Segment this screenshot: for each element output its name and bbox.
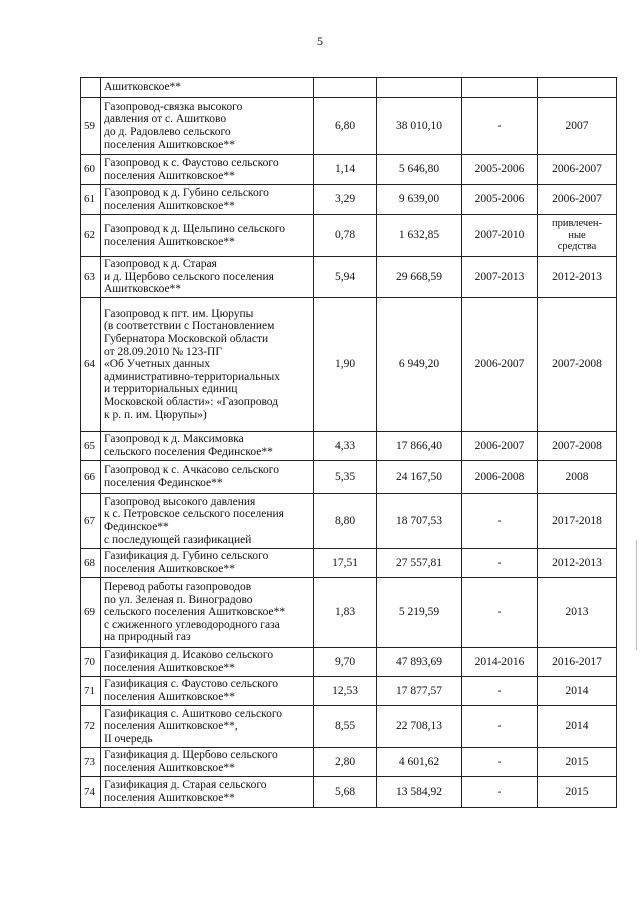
object-name-line: поселения Ашитковское** <box>104 762 235 774</box>
length-cell: 9,70 <box>314 648 377 677</box>
object-name-line: поселения Ашитковское** <box>104 138 235 151</box>
construction-period-cell: 2008 <box>538 461 617 494</box>
cost-cell: 29 668,59 <box>377 257 462 298</box>
object-name-line: Ашитковское** <box>104 283 182 296</box>
object-name-line: Газификация с. Ашитково сельского <box>104 707 283 720</box>
object-name-line: и д. Щербово сельского поселения <box>104 270 274 283</box>
design-period-cell: 2005-2006 <box>462 155 538 185</box>
design-period-cell: - <box>462 494 538 549</box>
table-row <box>81 578 617 648</box>
object-name-line: Газопровод к д. Щельпино сельского <box>104 222 286 235</box>
cost-cell: 38 010,10 <box>377 98 462 155</box>
row-number-cell <box>81 78 101 98</box>
length-cell: 17,51 <box>314 549 377 578</box>
construction-period-cell: 2007 <box>538 98 617 155</box>
design-period-cell: - <box>462 706 538 748</box>
object-name-line: Газопровод к д. Максимовка <box>104 433 244 446</box>
length-cell: 6,80 <box>314 98 377 155</box>
row-number-cell: 59 <box>81 98 101 155</box>
row-number-cell: 68 <box>81 549 101 578</box>
construction-period-cell: 2012-2013 <box>538 257 617 298</box>
object-name-line: поселения Ашитковское** <box>104 199 235 212</box>
cost-cell: 47 893,69 <box>377 648 462 677</box>
table-row <box>81 748 617 777</box>
object-name-line: поселения Ашитковское**, <box>104 720 238 733</box>
object-name-line: и территориальных единиц <box>104 383 238 396</box>
object-name-line: Перевод работы газопроводов <box>104 581 252 594</box>
table-row <box>81 777 617 808</box>
length-cell: 12,53 <box>314 677 377 706</box>
construction-period-cell: 2016-2017 <box>538 648 617 677</box>
object-name-cell <box>101 78 314 98</box>
object-name-line: Ашитковское** <box>104 81 182 94</box>
object-name-cell <box>101 578 314 648</box>
object-name-line: поселения Ашитковское** <box>104 235 235 248</box>
construction-period-cell: 2006-2007 <box>538 185 617 215</box>
table-row <box>81 78 617 98</box>
length-cell: 1,83 <box>314 578 377 648</box>
length-cell: 5,35 <box>314 461 377 494</box>
object-name-cell <box>101 257 314 298</box>
construction-period-line: средства <box>557 241 597 253</box>
cost-cell: 4 601,62 <box>377 748 462 777</box>
object-name-line: (в соответствии с Постановлением <box>104 320 275 333</box>
design-period-cell <box>462 78 538 98</box>
row-number-cell: 65 <box>81 432 101 461</box>
construction-period-cell <box>538 215 617 257</box>
object-name-line: сельского поселения Ашитковское** <box>104 606 286 619</box>
table-row <box>81 257 617 298</box>
table-row <box>81 98 617 155</box>
construction-period-cell: 2014 <box>538 706 617 748</box>
table-row <box>81 432 617 461</box>
row-number-cell: 63 <box>81 257 101 298</box>
object-name-cell <box>101 648 314 677</box>
construction-period-line: привлечен- <box>551 218 602 230</box>
construction-period-cell: 2006-2007 <box>538 155 617 185</box>
object-name-line: Газификация д. Щербово сельского <box>104 749 278 762</box>
design-period-cell: - <box>462 748 538 777</box>
object-name-line: сельского поселения Фединское** <box>104 446 273 458</box>
object-name-line: поселения Фединское** <box>104 477 223 489</box>
length-cell: 4,33 <box>314 432 377 461</box>
table-row <box>81 677 617 706</box>
scan-edge-line <box>636 540 637 650</box>
length-cell: 0,78 <box>314 215 377 257</box>
object-name-line: Московской области»: «Газопровод <box>104 395 279 408</box>
table-row <box>81 298 617 432</box>
construction-period-cell: 2007-2008 <box>538 432 617 461</box>
object-name-line: поселения Ашитковское** <box>104 563 235 575</box>
cost-cell: 18 707,53 <box>377 494 462 549</box>
object-name-line: поселения Ашитковское** <box>104 792 235 804</box>
cost-cell: 5 646,80 <box>377 155 462 185</box>
row-number-cell: 74 <box>81 777 101 808</box>
object-name-line: до д. Радовлево сельского <box>104 126 231 138</box>
object-name-line: Газопровод-связка высокого <box>104 100 243 113</box>
object-name-line: административно-территориальных <box>104 370 280 383</box>
construction-period-line: ные <box>568 229 586 241</box>
row-number-cell: 61 <box>81 185 101 215</box>
object-name-line: к с. Петровское сельского поселения <box>104 508 284 521</box>
design-period-cell: 2007-2010 <box>462 215 538 257</box>
cost-cell: 13 584,92 <box>377 777 462 808</box>
table-row <box>81 648 617 677</box>
object-name-line: с сжиженного углеводородного газа <box>104 618 280 631</box>
table-row <box>81 215 617 257</box>
row-number-cell: 62 <box>81 215 101 257</box>
design-period-cell: 2006-2007 <box>462 298 538 432</box>
object-name-line: поселения Ашитковское** <box>104 169 235 182</box>
design-period-cell: - <box>462 98 538 155</box>
length-cell: 1,14 <box>314 155 377 185</box>
object-name-line: по ул. Зеленая п. Виноградово <box>104 593 253 606</box>
object-name-cell <box>101 155 314 185</box>
object-name-cell <box>101 677 314 706</box>
cost-cell: 27 557,81 <box>377 549 462 578</box>
cost-cell: 24 167,50 <box>377 461 462 494</box>
object-name-line: с последующей газификацией <box>104 533 252 546</box>
object-name-cell <box>101 432 314 461</box>
object-name-cell <box>101 748 314 777</box>
cost-cell: 17 866,40 <box>377 432 462 461</box>
object-name-line: к р. п. им. Цюрупы») <box>104 408 207 421</box>
object-name-line: II очередь <box>104 732 153 745</box>
object-name-cell <box>101 298 314 432</box>
construction-period-cell: 2013 <box>538 578 617 648</box>
object-name-line: поселения Ашитковское** <box>104 691 235 703</box>
construction-period-cell: 2015 <box>538 748 617 777</box>
object-name-cell <box>101 494 314 549</box>
object-name-line: Газопровод к с. Ачкасово сельского <box>104 464 279 477</box>
row-number-cell: 69 <box>81 578 101 648</box>
object-name-line: «Об Учетных данных <box>104 358 211 371</box>
design-period-cell: - <box>462 777 538 808</box>
length-cell: 8,55 <box>314 706 377 748</box>
gas-pipeline-table <box>80 77 617 808</box>
object-name-line: Фединское** <box>104 521 169 533</box>
table-row <box>81 155 617 185</box>
cost-cell: 6 949,20 <box>377 298 462 432</box>
object-name-line: Газификация д. Исаково сельского <box>104 649 274 662</box>
row-number-cell: 73 <box>81 748 101 777</box>
row-number-cell: 60 <box>81 155 101 185</box>
table-row <box>81 549 617 578</box>
object-name-line: поселения Ашитковское** <box>104 662 235 674</box>
length-cell <box>314 78 377 98</box>
object-name-line: Газопровод к д. Старая <box>104 258 217 271</box>
object-name-cell <box>101 777 314 808</box>
table-row <box>81 706 617 748</box>
row-number-cell: 72 <box>81 706 101 748</box>
construction-period-cell: 2014 <box>538 677 617 706</box>
object-name-line: Губернатора Московской области <box>104 333 269 346</box>
object-name-line: от 28.09.2010 № 123-ПГ <box>104 345 223 358</box>
length-cell: 2,80 <box>314 748 377 777</box>
row-number-cell: 70 <box>81 648 101 677</box>
object-name-line: Газификация с. Фаустово сельского <box>104 678 279 691</box>
design-period-cell: - <box>462 578 538 648</box>
object-name-cell <box>101 549 314 578</box>
row-number-cell: 64 <box>81 298 101 432</box>
object-name-line: Газопровод к д. Губино сельского <box>104 186 269 199</box>
cost-cell: 5 219,59 <box>377 578 462 648</box>
object-name-line: Газификация д. Губино сельского <box>104 550 269 563</box>
length-cell: 5,94 <box>314 257 377 298</box>
object-name-line: на природный газ <box>104 631 191 644</box>
design-period-cell: 2014-2016 <box>462 648 538 677</box>
design-period-cell: 2006-2007 <box>462 432 538 461</box>
length-cell: 8,80 <box>314 494 377 549</box>
row-number-cell: 66 <box>81 461 101 494</box>
cost-cell: 22 708,13 <box>377 706 462 748</box>
page-number: 5 <box>317 34 323 48</box>
table-body <box>81 78 617 808</box>
design-period-cell: - <box>462 549 538 578</box>
object-name-cell <box>101 215 314 257</box>
object-name-cell <box>101 706 314 748</box>
construction-period-cell: 2015 <box>538 777 617 808</box>
construction-period-cell <box>538 78 617 98</box>
length-cell: 3,29 <box>314 185 377 215</box>
cost-cell: 9 639,00 <box>377 185 462 215</box>
object-name-line: Газификация д. Старая сельского <box>104 779 267 792</box>
design-period-cell: 2005-2006 <box>462 185 538 215</box>
construction-period-cell: 2007-2008 <box>538 298 617 432</box>
table-row <box>81 461 617 494</box>
object-name-line: Газопровод к пгт. им. Цюрупы <box>104 307 254 320</box>
design-period-cell: 2006-2008 <box>462 461 538 494</box>
cost-cell <box>377 78 462 98</box>
row-number-cell: 71 <box>81 677 101 706</box>
cost-cell: 1 632,85 <box>377 215 462 257</box>
design-period-cell: 2007-2013 <box>462 257 538 298</box>
object-name-cell <box>101 98 314 155</box>
construction-period-cell: 2012-2013 <box>538 549 617 578</box>
table-row <box>81 185 617 215</box>
object-name-line: давления от с. Ашитково <box>104 113 227 126</box>
design-period-cell: - <box>462 677 538 706</box>
length-cell: 1,90 <box>314 298 377 432</box>
length-cell: 5,68 <box>314 777 377 808</box>
table-row <box>81 494 617 549</box>
row-number-cell: 67 <box>81 494 101 549</box>
construction-period-cell: 2017-2018 <box>538 494 617 549</box>
object-name-cell <box>101 461 314 494</box>
cost-cell: 17 877,57 <box>377 677 462 706</box>
object-name-cell <box>101 185 314 215</box>
object-name-line: Газопровод высокого давления <box>104 495 256 508</box>
object-name-line: Газопровод к с. Фаустово сельского <box>104 156 279 169</box>
